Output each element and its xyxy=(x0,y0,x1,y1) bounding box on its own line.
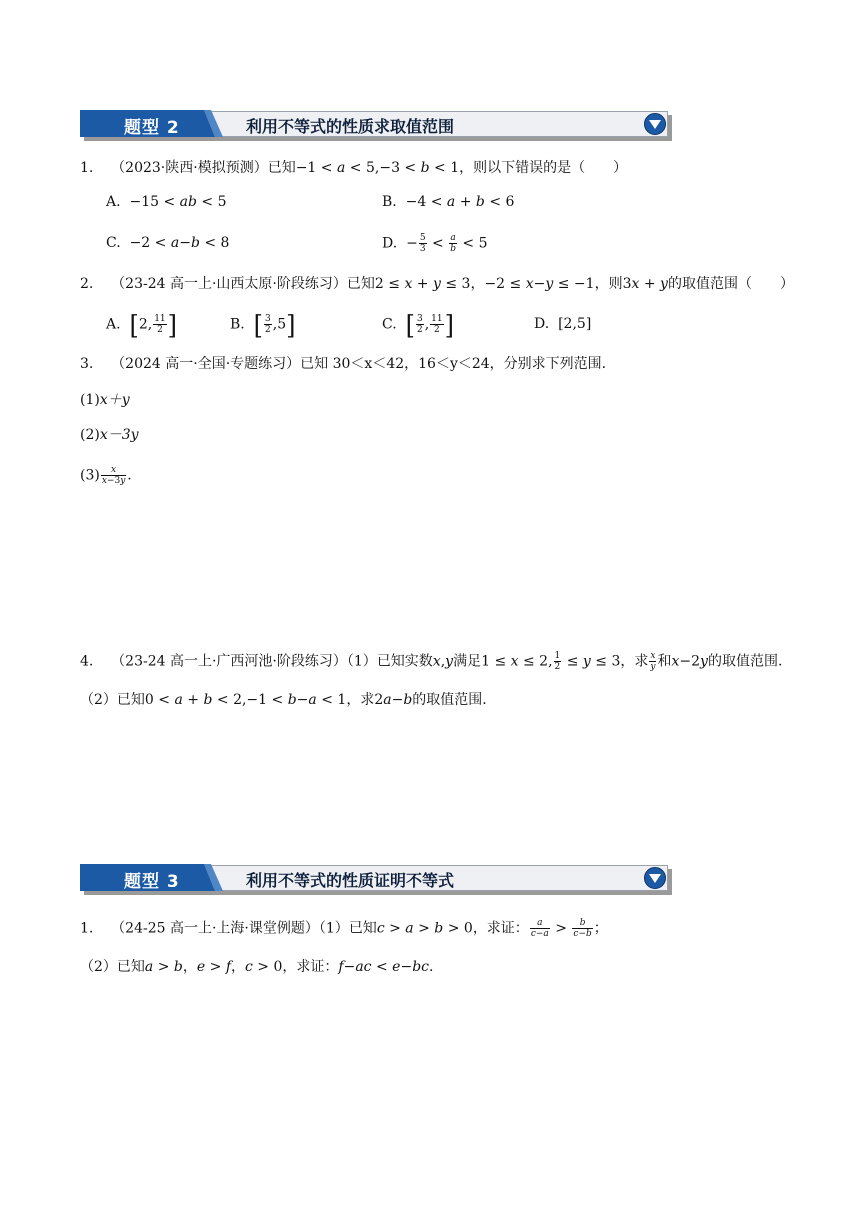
section-header-3 xyxy=(80,864,672,894)
question-4: 4. （23-24 高一上·广西河池·阶段练习）（1）已知实数x,y满足1 ≤ x ≤ 2, $\frac{1}{2}$ ≤ y ≤ 3，求 $\frac{x}{y}$ 和x−2y的取值范围. xyxy=(80,651,783,672)
option-d[interactable]: D. − $\frac{5}{3}$ < $\frac{a}{b}$ < 5 xyxy=(382,233,488,254)
question-source: （23-24 高一上·广西河池·阶段练习） xyxy=(111,653,347,670)
option-a[interactable]: A. −15 < ab < 5 xyxy=(106,194,227,210)
question-3-part-3: (3) $\frac{x}{x-3y}$ . xyxy=(80,465,132,486)
section-tag: 题型 2 xyxy=(124,118,180,138)
question-3-part-1: (1)x＋y xyxy=(80,392,130,408)
question-3-part-2: (2)x－3y xyxy=(80,427,139,443)
question-1: 1. （2023·陕西·模拟预测）已知−1 < a < 5,−3 < b < 1，则以下错误的是（ ） xyxy=(80,160,628,176)
section-tag: 题型 3 xyxy=(124,872,180,892)
question-source: （2023·陕西·模拟预测） xyxy=(111,160,268,176)
question-source: （23-24 高一上·山西太原·阶段练习） xyxy=(111,276,347,292)
question-3: 3. （2024 高一·全国·专题练习）已知 30＜x＜42，16＜y＜24，分别求下列范围. xyxy=(80,356,607,372)
question-2: 2. （23-24 高一上·山西太原·阶段练习）已知2 ≤ x + y ≤ 3，−2 ≤ x−y ≤ −1，则3x + y的取值范围（ ） xyxy=(80,276,794,292)
option-a[interactable]: A. [2, $\frac{11}{2}$ ] xyxy=(106,309,178,340)
question-source: （2024 高一·全国·专题练习） xyxy=(111,356,301,372)
option-d[interactable]: D. [2,5] xyxy=(534,316,592,332)
option-b[interactable]: B. −4 < a + b < 6 xyxy=(382,194,515,210)
section-title: 利用不等式的性质证明不等式 xyxy=(246,871,455,890)
option-c[interactable]: C. −2 < a−b < 8 xyxy=(106,235,230,251)
question-5: 1. （24-25 高一上·上海·课堂例题）（1）已知c > a > b > 0，求证： $\frac{a}{c-a}$ > $\frac{b}{c-b}$ ； xyxy=(80,918,608,939)
question-source: （24-25 高一上·上海·课堂例题） xyxy=(111,920,319,937)
question-5-part-2: （2）已知a > b，e > f，c > 0，求证：f−ac < e−bc. xyxy=(80,959,434,975)
chevron-down-icon[interactable] xyxy=(644,113,666,135)
option-c[interactable]: C. [ $\frac{3}{2}$ , $\frac{11}{2}$ ] xyxy=(382,309,454,340)
question-4-part-2: （2）已知0 < a + b < 2,−1 < b−a < 1，求2a−b的取值范围. xyxy=(80,692,487,708)
section-header-2 xyxy=(80,110,672,140)
section-title: 利用不等式的性质求取值范围 xyxy=(246,117,455,136)
chevron-down-icon[interactable] xyxy=(644,867,666,889)
option-b[interactable]: B. [ $\frac{3}{2}$ ,5] xyxy=(230,309,296,340)
